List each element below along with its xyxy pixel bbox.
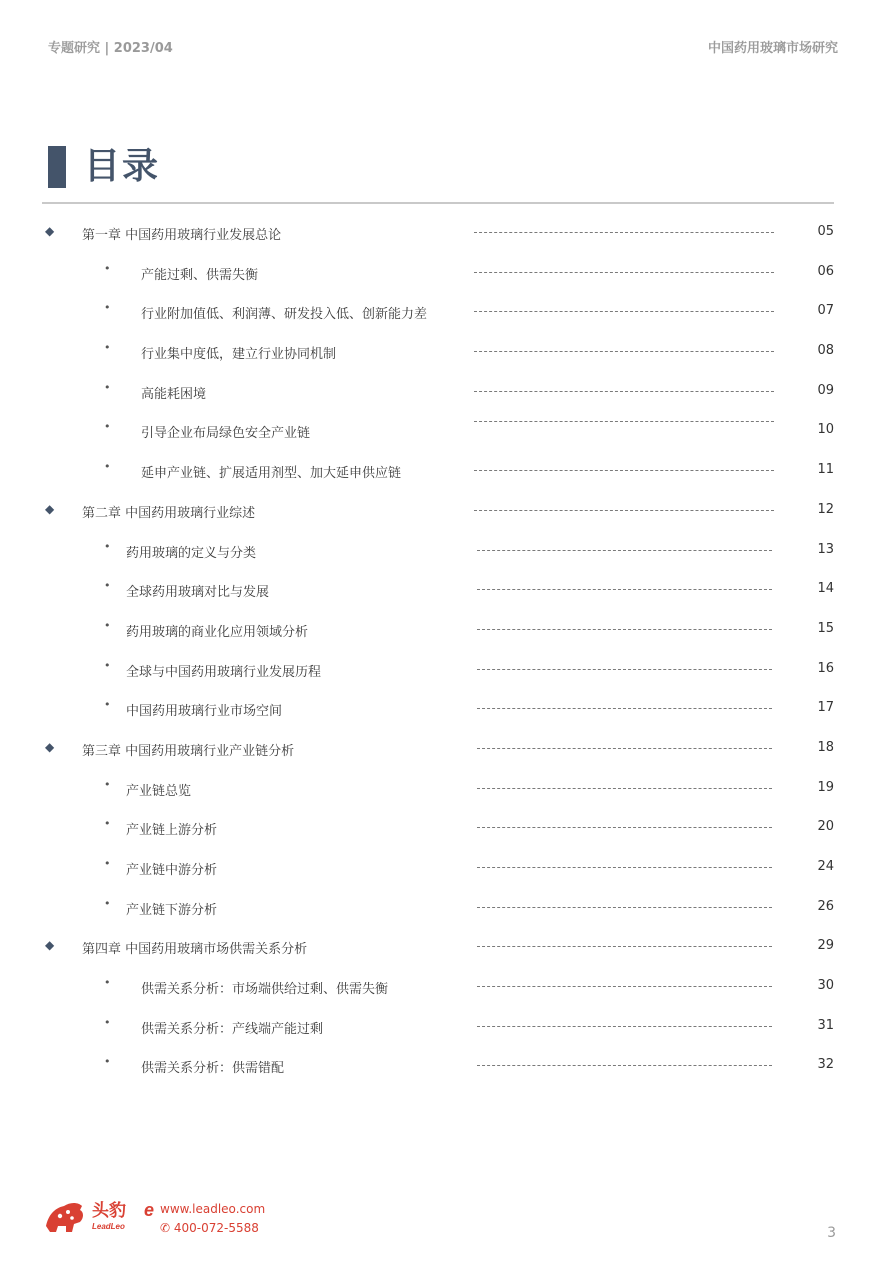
toc-entry-title: 产能过剩、供需失衡 <box>141 267 259 283</box>
toc-entry-title: 第四章 中国药用玻璃市场供需关系分析 <box>82 942 308 958</box>
phone-icon: ✆ <box>160 1221 171 1235</box>
toc-section-row[interactable] <box>0 768 886 808</box>
toc-page-number: 20 <box>817 819 834 835</box>
toc-entry-title: 第一章 中国药用玻璃行业发展总论 <box>82 228 282 243</box>
toc-leader-dots <box>477 550 772 551</box>
toc-section-row[interactable] <box>0 252 886 292</box>
toc-chapter-row[interactable] <box>0 728 886 768</box>
logo-subtext: LeadLeo <box>92 1222 125 1231</box>
toc-leader-dots <box>477 986 772 987</box>
title-accent-bar <box>48 146 66 188</box>
dot-bullet-icon: • <box>104 301 111 315</box>
toc-leader-dots <box>477 708 772 709</box>
toc-leader-dots <box>474 421 774 422</box>
dot-bullet-icon: • <box>104 1055 111 1069</box>
toc-entry-title: 引导企业布局绿色安全产业链 <box>141 426 311 442</box>
toc-section-row[interactable] <box>0 291 886 331</box>
toc-page-number: 17 <box>817 700 834 716</box>
table-of-contents <box>0 212 886 1085</box>
dot-bullet-icon: • <box>104 539 111 553</box>
toc-page-number: 05 <box>817 224 834 239</box>
leadleo-logo <box>44 1196 162 1236</box>
dot-bullet-icon: • <box>104 420 111 434</box>
phone-number: ✆ 400-072-5588 <box>160 1221 259 1235</box>
logo-text: 头豹 <box>92 1201 126 1220</box>
toc-entry-title: 供需关系分析：市场端供给过剩、供需失衡 <box>141 982 389 998</box>
dot-bullet-icon: • <box>104 261 111 275</box>
toc-section-row[interactable] <box>0 847 886 887</box>
toc-leader-dots <box>474 232 774 233</box>
toc-leader-dots <box>474 272 774 273</box>
toc-section-row[interactable] <box>0 649 886 689</box>
toc-leader-dots <box>474 391 774 392</box>
toc-leader-dots <box>477 827 772 828</box>
toc-section-row[interactable] <box>0 410 886 450</box>
dot-bullet-icon: • <box>104 817 111 831</box>
diamond-bullet-icon: ◆ <box>45 224 55 238</box>
toc-leader-dots <box>477 788 772 789</box>
toc-chapter-row[interactable] <box>0 490 886 530</box>
header-left: 专题研究 | 2023/04 <box>48 41 173 56</box>
toc-page-number: 13 <box>817 541 834 557</box>
toc-chapter-row[interactable] <box>0 212 886 252</box>
toc-entry-title: 行业附加值低、利润薄、研发投入低、创新能力差 <box>141 307 428 323</box>
toc-entry-title: 产业链下游分析 <box>126 902 218 918</box>
toc-entry-title: 全球药用玻璃对比与发展 <box>126 585 270 601</box>
toc-page-number: 09 <box>817 382 834 398</box>
toc-leader-dots <box>477 669 772 670</box>
dot-bullet-icon: • <box>104 460 111 474</box>
dot-bullet-icon: • <box>104 380 111 394</box>
toc-leader-dots <box>474 351 774 352</box>
toc-page-number: 24 <box>817 859 834 874</box>
dot-bullet-icon: • <box>104 658 111 672</box>
toc-entry-title: 延申产业链、扩展适用剂型、加大延申供应链 <box>141 466 402 482</box>
dot-bullet-icon: • <box>104 857 111 870</box>
toc-leader-dots <box>477 907 772 908</box>
toc-section-row[interactable] <box>0 1045 886 1085</box>
toc-entry-title: 产业链总览 <box>126 783 192 799</box>
toc-leader-dots <box>474 470 774 471</box>
diamond-bullet-icon: ◆ <box>45 739 55 754</box>
toc-leader-dots <box>477 589 772 590</box>
toc-section-row[interactable] <box>0 530 886 570</box>
toc-page-number: 15 <box>817 620 834 636</box>
dot-bullet-icon: • <box>104 1015 111 1029</box>
toc-page-number: 32 <box>817 1057 834 1073</box>
toc-entry-title: 第二章 中国药用玻璃行业综述 <box>82 505 256 521</box>
toc-entry-title: 供需关系分析：供需错配 <box>141 1061 285 1077</box>
toc-section-row[interactable] <box>0 1006 886 1046</box>
dot-bullet-icon: • <box>104 618 111 632</box>
contact-info <box>160 1200 265 1238</box>
toc-entry-title: 产业链中游分析 <box>126 863 218 878</box>
toc-section-row[interactable] <box>0 609 886 649</box>
e-icon: e <box>144 1200 155 1220</box>
dot-bullet-icon: • <box>104 698 111 712</box>
toc-page-number: 16 <box>817 660 834 676</box>
toc-leader-dots <box>477 1026 772 1027</box>
toc-chapter-row[interactable] <box>0 926 886 966</box>
website-link[interactable]: www.leadleo.com <box>160 1202 266 1216</box>
toc-leader-dots <box>477 1065 772 1066</box>
toc-section-row[interactable] <box>0 688 886 728</box>
toc-section-row[interactable] <box>0 966 886 1006</box>
toc-section-row[interactable] <box>0 569 886 609</box>
header-right: 中国药用玻璃市场研究 <box>707 41 838 56</box>
dot-bullet-icon: • <box>104 777 111 791</box>
toc-entry-title: 产业链上游分析 <box>126 823 218 839</box>
toc-leader-dots <box>477 946 772 947</box>
toc-leader-dots <box>477 867 772 868</box>
diamond-bullet-icon: ◆ <box>45 938 55 953</box>
toc-page-number: 11 <box>817 462 834 478</box>
toc-page-number: 14 <box>817 581 834 597</box>
toc-section-row[interactable] <box>0 371 886 411</box>
toc-section-row[interactable] <box>0 450 886 490</box>
toc-entry-title: 药用玻璃的定义与分类 <box>126 545 257 561</box>
page-number: 3 <box>827 1225 836 1241</box>
toc-entry-title: 高能耗困境 <box>141 386 207 402</box>
toc-leader-dots <box>474 510 774 511</box>
toc-page-number: 07 <box>817 303 834 319</box>
toc-entry-title: 中国药用玻璃行业市场空间 <box>126 704 283 720</box>
toc-page-number: 26 <box>817 898 834 914</box>
toc-section-row[interactable] <box>0 331 886 371</box>
dot-bullet-icon: • <box>104 896 111 910</box>
toc-leader-dots <box>474 311 774 312</box>
toc-page-number: 12 <box>817 501 834 517</box>
toc-section-row[interactable] <box>0 807 886 847</box>
toc-section-row[interactable] <box>0 887 886 927</box>
toc-leader-dots <box>477 748 772 749</box>
toc-entry-title: 药用玻璃的商业化应用领域分析 <box>126 624 309 640</box>
dot-bullet-icon: • <box>104 341 111 355</box>
diamond-bullet-icon: ◆ <box>45 501 55 516</box>
title-divider <box>42 202 834 204</box>
toc-page-number: 31 <box>817 1017 834 1033</box>
toc-page-number: 08 <box>817 343 834 359</box>
toc-page-number: 29 <box>817 938 834 954</box>
dot-bullet-icon: • <box>104 976 111 990</box>
toc-leader-dots <box>477 629 772 630</box>
dot-bullet-icon: • <box>104 579 111 593</box>
toc-page-number: 18 <box>817 739 834 755</box>
leopard-logo-icon <box>46 1203 83 1232</box>
toc-entry-title: 第三章 中国药用玻璃行业产业链分析 <box>82 743 295 759</box>
page-title: 目录 <box>84 146 161 187</box>
toc-page-number: 06 <box>817 263 834 279</box>
toc-entry-title: 全球与中国药用玻璃行业发展历程 <box>126 664 322 680</box>
toc-entry-title: 供需关系分析：产线端产能过剩 <box>141 1021 324 1037</box>
toc-entry-title: 行业集中度低，建立行业协同机制 <box>141 347 337 363</box>
toc-page-number: 19 <box>817 779 834 795</box>
toc-page-number: 30 <box>817 978 834 994</box>
toc-page-number: 10 <box>817 422 834 438</box>
